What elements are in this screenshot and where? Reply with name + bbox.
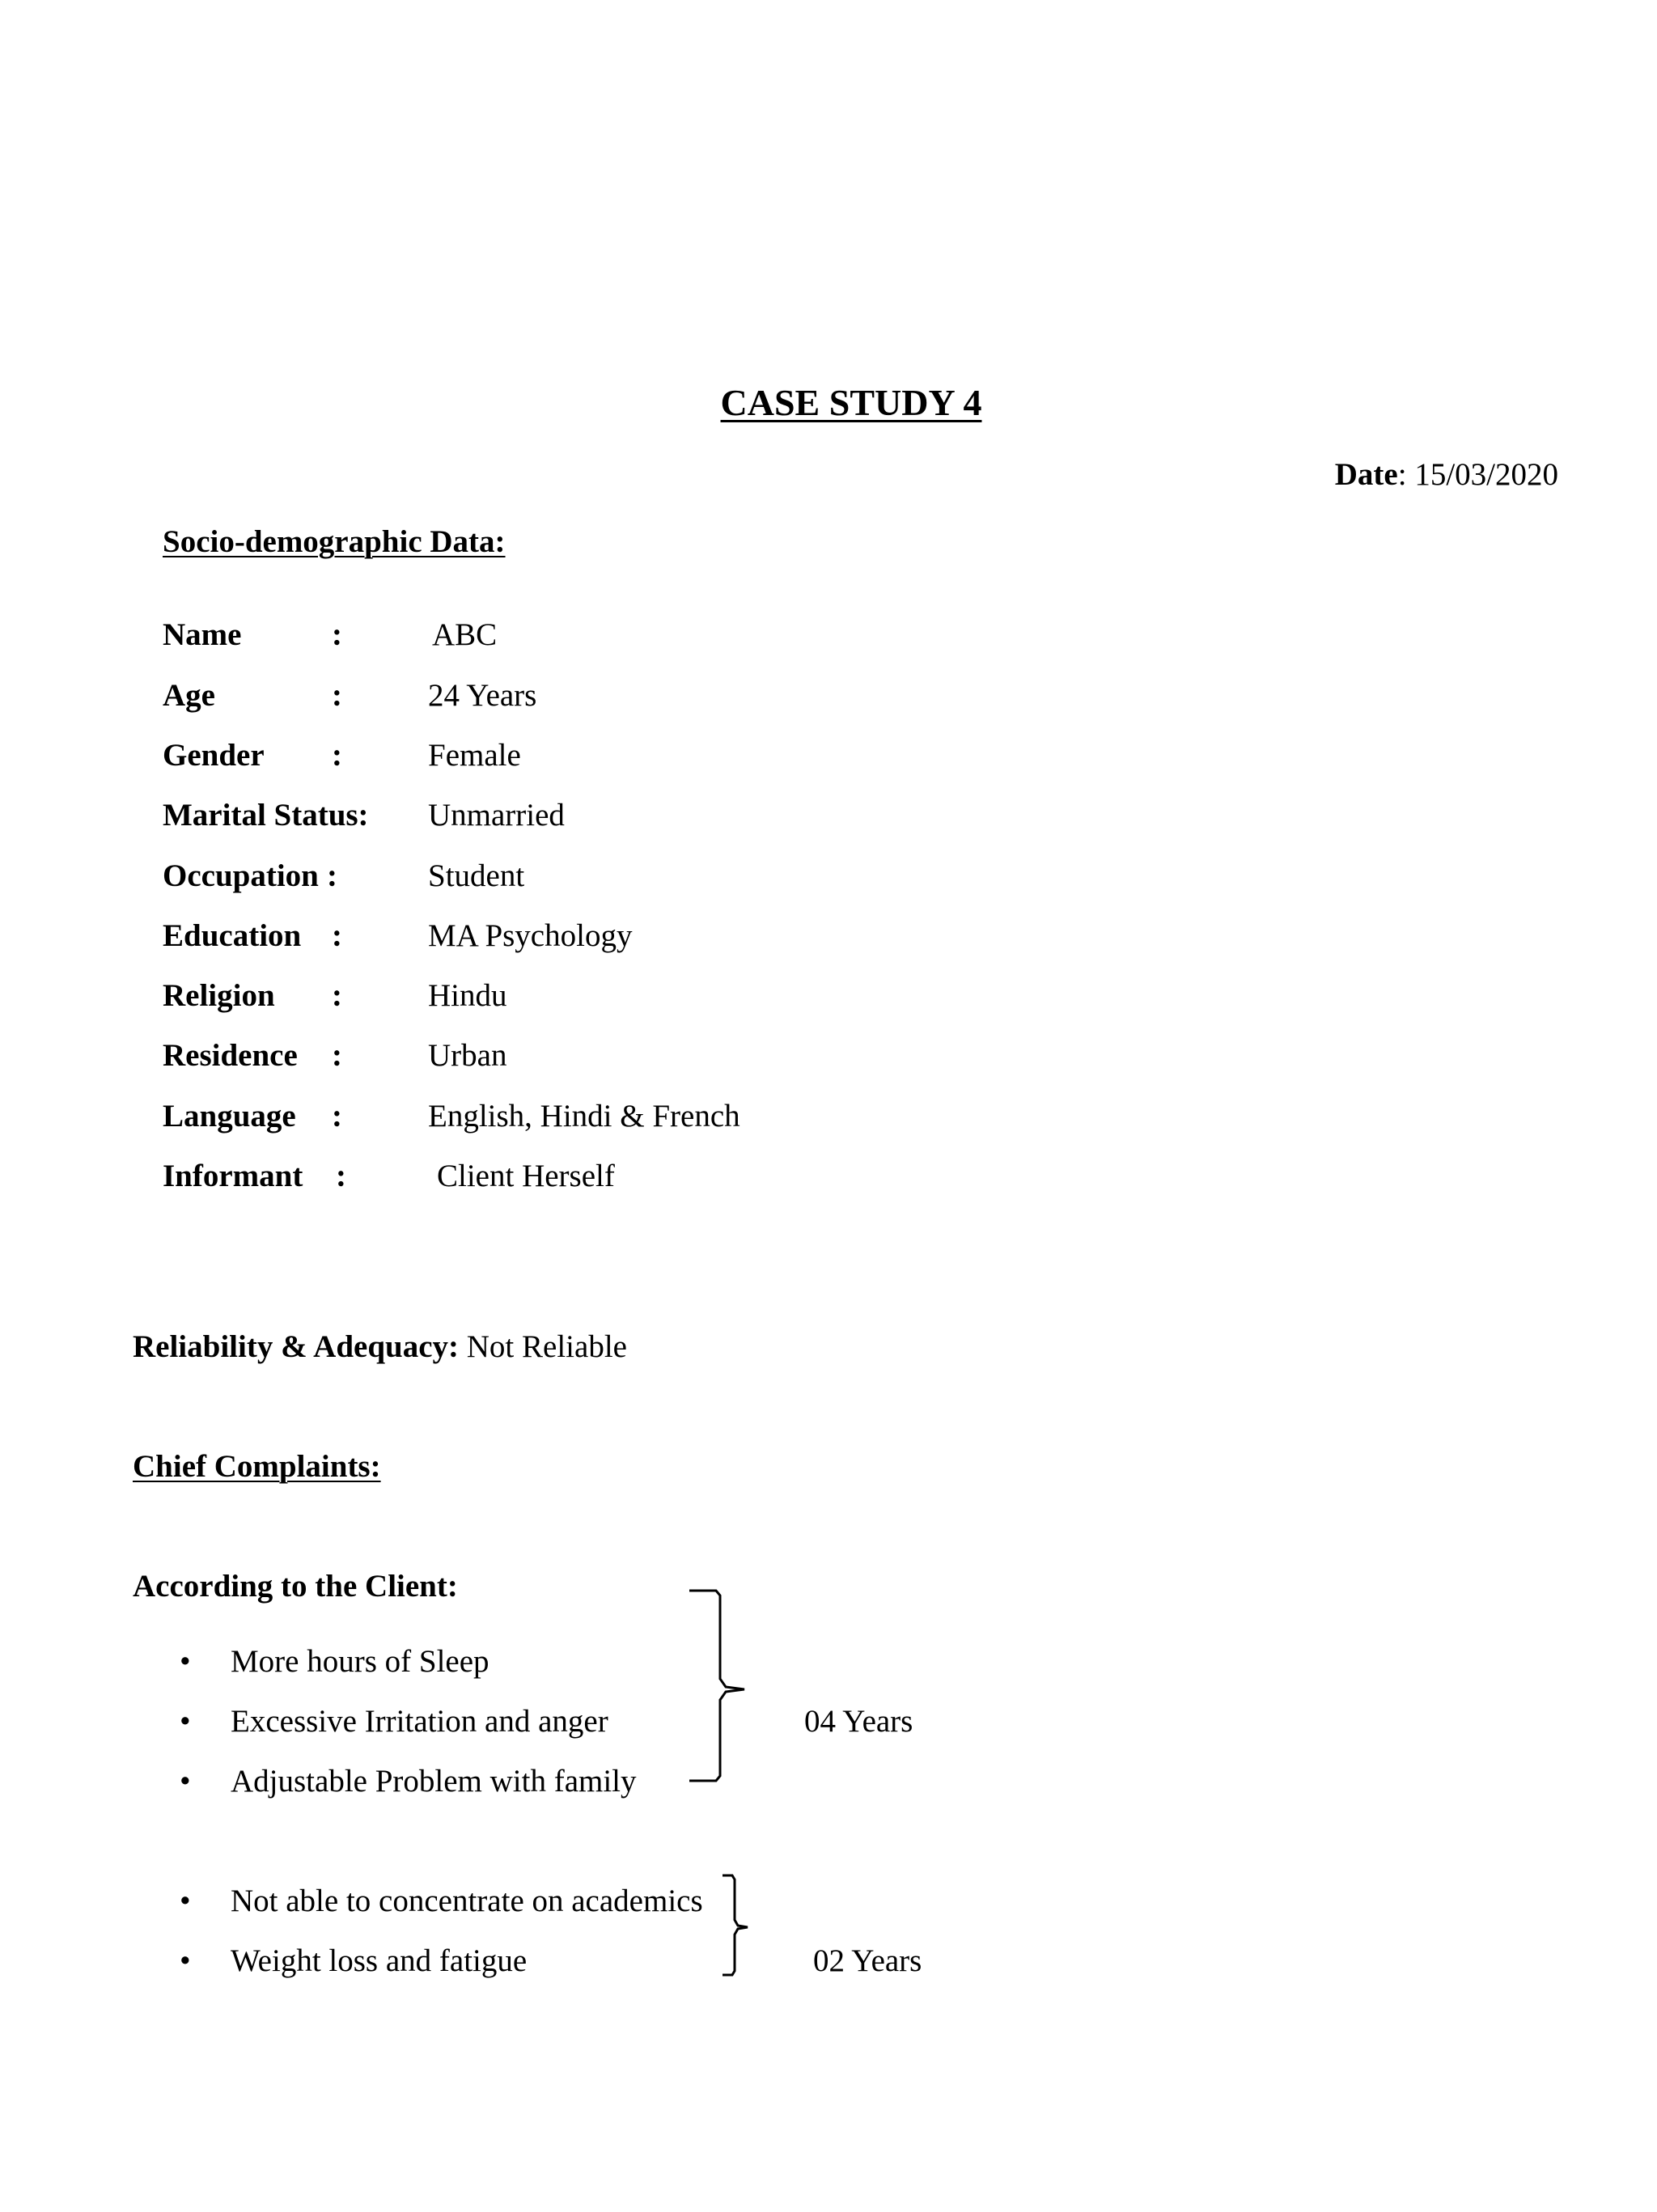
field-label-religion: Religion (163, 978, 275, 1013)
field-colon-religion: : (332, 978, 342, 1013)
field-colon-language: : (332, 1099, 342, 1134)
field-label-residence: Residence (163, 1038, 298, 1073)
chief-complaints-heading: Chief Complaints: (133, 1449, 381, 1484)
field-colon-gender: : (332, 738, 342, 773)
field-value-marital-status: Unmarried (428, 798, 565, 833)
field-label-occupation: Occupation (163, 858, 319, 893)
reliability-label: Reliability & Adequacy: (133, 1329, 460, 1364)
complaint-item: Weight loss and fatigue (231, 1943, 528, 1978)
field-label-education: Education (163, 918, 302, 953)
field-colon-education: : (332, 918, 342, 953)
field-value-residence: Urban (428, 1038, 507, 1073)
date-label: Date (1334, 457, 1398, 492)
field-value-informant: Client Herself (437, 1159, 615, 1193)
duration-label: 02 Years (813, 1943, 922, 1978)
field-colon-informant: : (336, 1159, 346, 1193)
complaint-item: More hours of Sleep (231, 1644, 489, 1679)
reliability-line (133, 1331, 627, 1362)
field-value-gender: Female (428, 738, 521, 773)
field-colon-name: : (332, 617, 342, 652)
field-label-marital-status: Marital Status: (163, 798, 369, 833)
reliability-value: Not Reliable (459, 1329, 627, 1364)
bullet-icon: • (180, 1644, 191, 1679)
field-label-name: Name (163, 617, 242, 652)
bullet-icon: • (180, 1764, 191, 1799)
bullet-icon: • (180, 1704, 191, 1739)
socio-demographic-heading: Socio-demographic Data: (163, 524, 506, 559)
bullet-icon: • (180, 1884, 191, 1918)
field-label-language: Language (163, 1099, 296, 1134)
bullet-icon: • (180, 1943, 191, 1978)
field-value-education: MA Psychology (428, 918, 633, 953)
field-label-informant: Informant (163, 1159, 303, 1193)
field-colon-age: : (332, 678, 342, 713)
field-value-occupation: Student (428, 858, 525, 893)
field-value-name: ABC (432, 617, 498, 652)
duration-label: 04 Years (804, 1704, 913, 1739)
date-line (1335, 459, 1558, 490)
field-label-gender: Gender (163, 738, 265, 773)
complaint-item: Adjustable Problem with family (231, 1764, 637, 1799)
field-value-language: English, Hindi & French (428, 1099, 740, 1134)
date-value: : 15/03/2020 (1397, 457, 1558, 492)
according-to-client-heading: According to the Client: (133, 1569, 458, 1604)
field-value-religion: Hindu (428, 978, 507, 1013)
complaint-item: Excessive Irritation and anger (231, 1704, 608, 1739)
complaint-item: Not able to concentrate on academics (231, 1884, 703, 1918)
field-colon-residence: : (332, 1038, 342, 1073)
page-title: CASE STUDY 4 (720, 382, 982, 423)
field-label-age: Age (163, 678, 215, 713)
field-colon-occupation: : (327, 858, 337, 893)
field-value-age: 24 Years (428, 678, 537, 713)
